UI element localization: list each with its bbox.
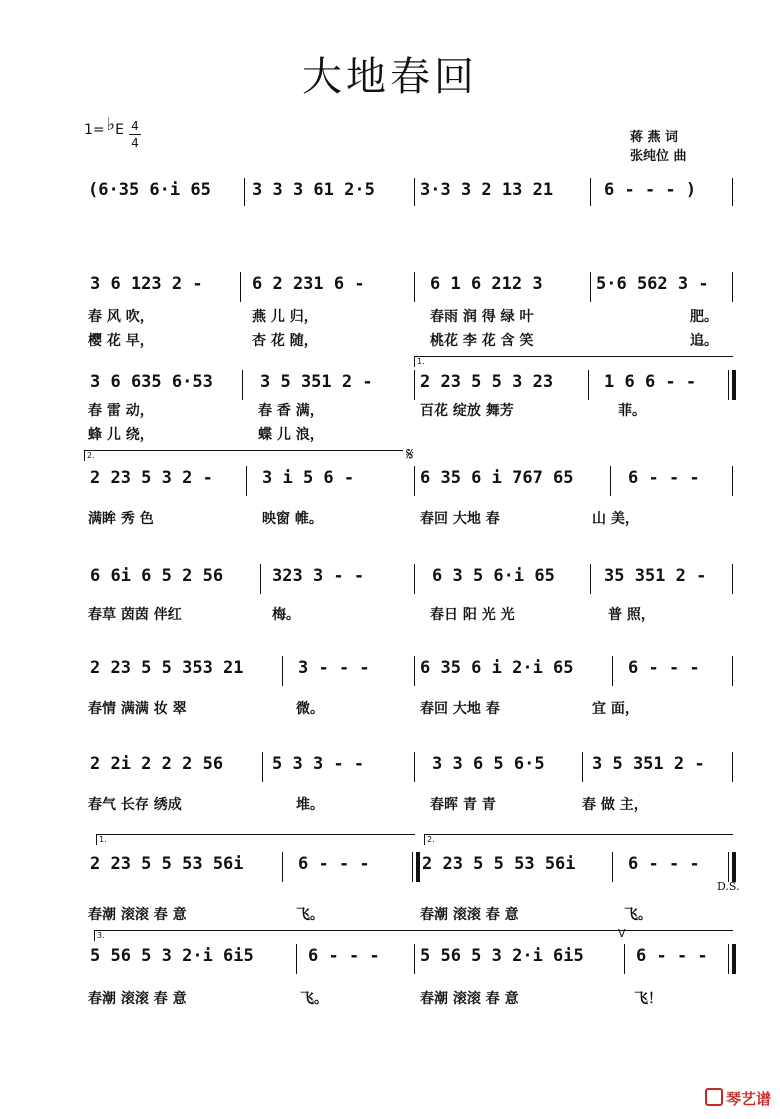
lyric: 春 风 吹， (88, 309, 154, 325)
lyric: 微。 (296, 701, 324, 717)
intro-m2: 3 3 3 61 2·5 (252, 180, 375, 200)
lyric: 满眸 秀 色 (88, 511, 154, 527)
lyric: 杏 花 随， (252, 333, 318, 349)
volta-3: 3. (94, 930, 733, 941)
lyric: 春潮 滚滚 春 意 (88, 907, 187, 923)
measure: 1 6 6 - - (604, 372, 697, 392)
lyric: 菲。 (618, 403, 646, 419)
intro-m4: 6 - - - ) (604, 180, 697, 200)
measure: 6 - - - (636, 946, 708, 966)
lyric: 春气 长存 绣成 (88, 797, 182, 813)
lyric: 春 做 主， (582, 797, 648, 813)
measure: 6 - - - (308, 946, 380, 966)
lyricist: 蒋 燕 词 (630, 130, 679, 145)
page-title: 大地春回 (302, 54, 478, 100)
lyric: 百花 绽放 舞芳 (420, 403, 514, 419)
lyric: 追。 (690, 333, 718, 349)
system-6 (0, 752, 780, 812)
lyric: 春晖 青 青 (430, 797, 496, 813)
measure: 6 - - - (628, 468, 700, 488)
system-1 (0, 272, 780, 352)
lyric: 春雨 润 得 绿 叶 (430, 309, 534, 325)
measure: 2 2i 2 2 2 56 (90, 754, 224, 774)
lyric: 肥。 (690, 309, 718, 325)
time-top: 4 (131, 119, 139, 133)
measure: 6 35 6 i 2·i 65 (420, 658, 574, 678)
time-signature (128, 119, 142, 150)
measure: 2 23 5 5 53 56i (422, 854, 576, 874)
lyric: 飞！ (634, 991, 662, 1007)
system-3 (0, 451, 780, 536)
key-signature (84, 114, 124, 139)
measure: 5·6 562 3 - (596, 274, 709, 294)
lyric: 燕 儿 归， (252, 309, 318, 325)
intro-row (0, 178, 780, 208)
measure: 5 56 5 3 2·i 6i5 (420, 946, 584, 966)
lyric: 春潮 滚滚 春 意 (420, 991, 519, 1007)
segno-icon: 𝄋 (406, 444, 414, 465)
volta-1: 1. (414, 356, 733, 367)
time-bottom: 4 (131, 136, 139, 150)
volta-2: 2. (424, 834, 733, 845)
lyric: 堆。 (296, 797, 324, 813)
brand-logo-icon (705, 1088, 723, 1106)
dal-segno: D.S. (717, 880, 740, 893)
lyric: 樱 花 早， (88, 333, 154, 349)
flat-icon: ♭ (106, 114, 116, 135)
measure: 3 5 351 2 - (260, 372, 373, 392)
measure: 3 3 6 5 6·5 (432, 754, 545, 774)
system-8 (0, 931, 780, 1014)
lyric: 飞。 (624, 907, 652, 923)
key-note: E (115, 122, 124, 138)
measure: 6 2 231 6 - (252, 274, 365, 294)
volta-1: 1. (96, 834, 415, 845)
lyric: 蝶 儿 浪， (258, 427, 324, 443)
measure: 3 6 635 6·53 (90, 372, 213, 392)
measure: 6 35 6 i 767 65 (420, 468, 574, 488)
lyric: 普 照， (608, 607, 655, 623)
measure: 35 351 2 - (604, 566, 707, 586)
measure: 3 - - - (298, 658, 370, 678)
system-2 (0, 357, 780, 450)
intro-m1: (6·35 6·i 65 (88, 180, 211, 200)
lyric: 春潮 滚滚 春 意 (88, 991, 187, 1007)
measure: 6 - - - (628, 854, 700, 874)
measure: 3 6 123 2 - (90, 274, 203, 294)
measure: 3 5 351 2 - (592, 754, 705, 774)
measure: 6 1 6 212 3 (430, 274, 543, 294)
lyric: 春草 茵茵 伴红 (88, 607, 182, 623)
measure: 6 - - - (298, 854, 370, 874)
watermark (705, 1088, 771, 1109)
lyric: 宜 面， (592, 701, 639, 717)
measure: 5 3 3 - - (272, 754, 365, 774)
lyric: 飞。 (296, 907, 324, 923)
lyric: 映窗 帷。 (262, 511, 323, 527)
measure: 6 - - - (628, 658, 700, 678)
credits (630, 128, 687, 166)
key-prefix: 1= (84, 122, 105, 138)
lyric: 飞。 (300, 991, 328, 1007)
lyric: 春回 大地 春 (420, 511, 500, 527)
measure: 5 56 5 3 2·i 6i5 (90, 946, 254, 966)
measure: 2 23 5 3 2 - (90, 468, 213, 488)
lyric: 梅。 (272, 607, 300, 623)
measure: 323 3 - - (272, 566, 365, 586)
lyric: 春回 大地 春 (420, 701, 500, 717)
system-7 (0, 835, 780, 923)
measure: 2 23 5 5 353 21 (90, 658, 244, 678)
watermark-text: 琴艺谱 (726, 1090, 772, 1108)
lyric: 春潮 滚滚 春 意 (420, 907, 519, 923)
lyric: 春 香 满， (258, 403, 324, 419)
volta-2: 2. (84, 450, 403, 461)
breath-mark: V (618, 927, 626, 940)
measure: 6 6i 6 5 2 56 (90, 566, 224, 586)
lyric: 桃花 李 花 含 笑 (430, 333, 534, 349)
lyric: 春 雷 动， (88, 403, 154, 419)
system-5 (0, 656, 780, 716)
measure: 2 23 5 5 53 56i (90, 854, 244, 874)
composer: 张纯位 曲 (630, 149, 687, 164)
lyric: 春日 阳 光 光 (430, 607, 515, 623)
measure: 2 23 5 5 3 23 (420, 372, 554, 392)
measure: 3 i 5 6 - (262, 468, 355, 488)
measure: 6 3 5 6·i 65 (432, 566, 555, 586)
system-4 (0, 564, 780, 624)
lyric: 春情 满满 妆 翠 (88, 701, 187, 717)
lyric: 山 美， (592, 511, 639, 527)
lyric: 蜂 儿 绕， (88, 427, 154, 443)
intro-m3: 3·3 3 2 13 21 (420, 180, 554, 200)
